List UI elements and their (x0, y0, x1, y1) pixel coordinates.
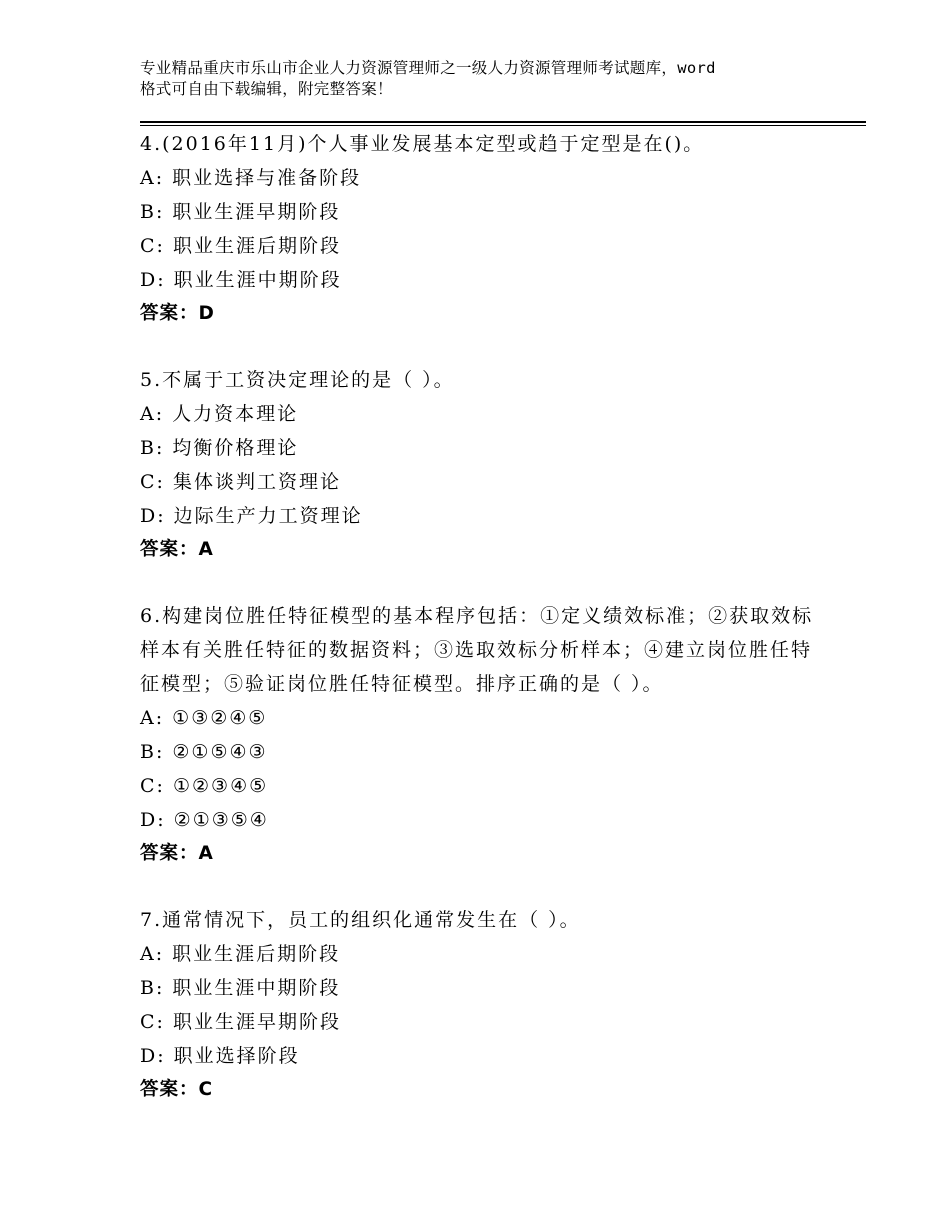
answer-line: 答案：C (140, 1079, 214, 1100)
option-c: C: 集体谈判工资理论 (140, 471, 341, 493)
question-6 (140, 599, 820, 871)
question-stem: 4.(2016年11月)个人事业发展基本定型或趋于定型是在()。 (140, 133, 705, 155)
document-header (140, 58, 840, 100)
option-a: A: 人力资本理论 (140, 403, 299, 425)
question-7 (140, 903, 820, 1107)
header-rule-thin (140, 125, 866, 126)
option-a: A: 职业生涯后期阶段 (140, 943, 341, 965)
option-c: C: ①②③④⑤ (140, 775, 269, 797)
option-b: B: 职业生涯中期阶段 (140, 977, 341, 999)
option-c: C: 职业生涯早期阶段 (140, 1011, 341, 1033)
question-4 (140, 127, 820, 331)
header-rule-thick (140, 121, 866, 123)
header-line-2: 格式可自由下载编辑，附完整答案！ (140, 80, 393, 98)
header-line-1: 专业精品重庆市乐山市企业人力资源管理师之一级人力资源管理师考试题库，word (140, 59, 716, 77)
option-d: D: ②①③⑤④ (140, 809, 269, 831)
answer-line: 答案：A (140, 539, 214, 560)
option-c: C: 职业生涯后期阶段 (140, 235, 341, 257)
question-stem: 5.不属于工资决定理论的是（ ）。 (140, 369, 455, 391)
answer-line: 答案：D (140, 303, 215, 324)
option-b: B: 职业生涯早期阶段 (140, 201, 341, 223)
question-stem: 7.通常情况下，员工的组织化通常发生在（ ）。 (140, 909, 581, 931)
option-d: D: 职业选择阶段 (140, 1045, 300, 1067)
option-a: A: 职业选择与准备阶段 (140, 167, 362, 189)
option-b: B: ②①⑤④③ (140, 741, 268, 763)
option-d: D: 职业生涯中期阶段 (140, 269, 342, 291)
option-d: D: 边际生产力工资理论 (140, 505, 363, 527)
question-stem: 6.构建岗位胜任特征模型的基本程序包括：①定义绩效标准；②获取效标样本有关胜任特征的数据资料；③选取效标分析样本；④建立岗位胜任特征模型；⑤验证岗位胜任特征模型。排序正确的是（ ）。 (140, 605, 814, 695)
question-list (140, 127, 820, 1139)
option-a: A: ①③②④⑤ (140, 707, 268, 729)
option-b: B: 均衡价格理论 (140, 437, 299, 459)
answer-line: 答案：A (140, 843, 214, 864)
question-5 (140, 363, 820, 567)
